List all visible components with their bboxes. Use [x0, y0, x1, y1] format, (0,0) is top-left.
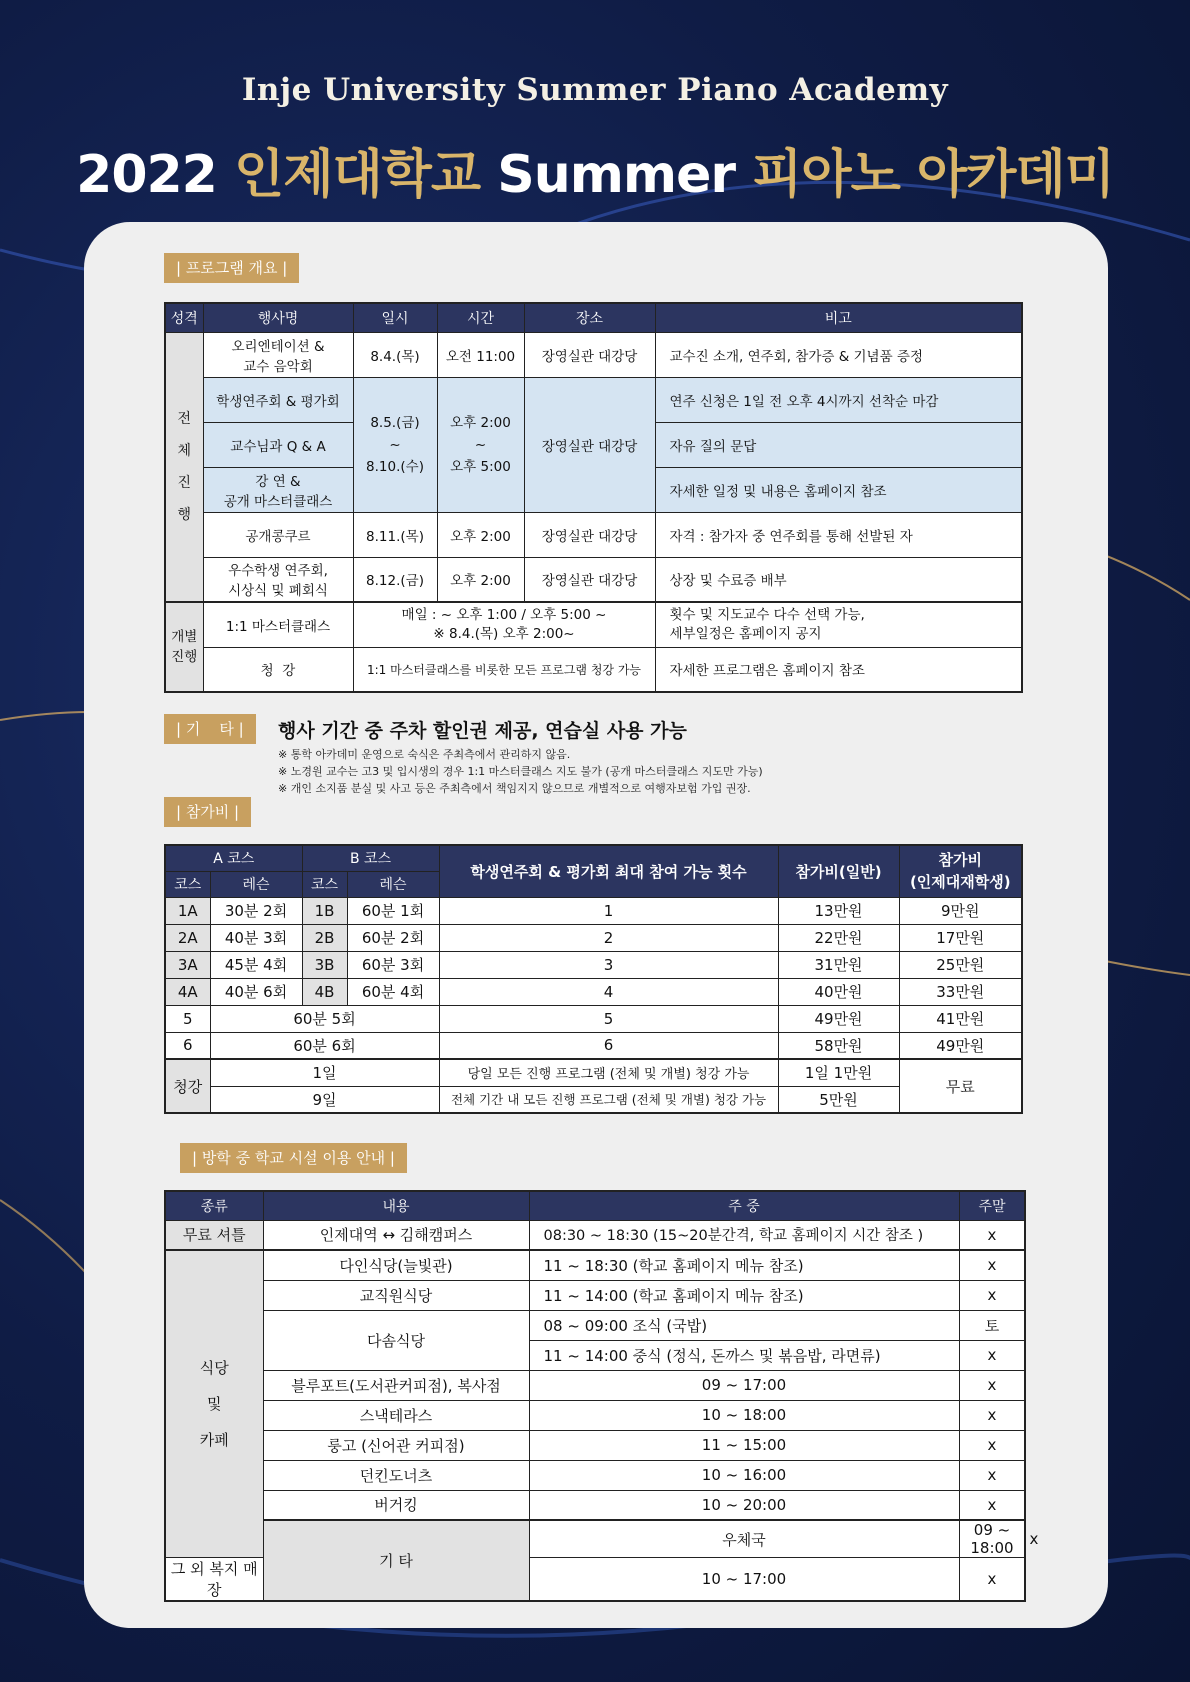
event-schedule: 매일 : ~ 오후 1:00 / 오후 5:00 ~ ※ 8.4.(목) 오후 2:00~	[353, 602, 655, 647]
audit-desc: 전체 기간 내 모든 진행 프로그램 (전체 및 개별) 청강 가능	[439, 1086, 778, 1113]
group-individual: 개별 진행	[165, 602, 203, 692]
col-header: 주 중	[529, 1191, 959, 1220]
lesson: 60분 6회	[210, 1032, 439, 1059]
facility-weekend: x	[959, 1490, 1025, 1520]
course: 5	[165, 1005, 210, 1032]
event-note: 상장 및 수료증 배부	[655, 557, 1022, 602]
col-header-general: 참가비(일반)	[778, 845, 899, 897]
facility-content: 블루포트(도서관커피점), 복사점	[263, 1370, 529, 1400]
event-note: 자격 : 참가자 중 연주회를 통해 선발된 자	[655, 512, 1022, 557]
facility-content: 던킨도너츠	[263, 1460, 529, 1490]
facility-weekend: 토	[959, 1310, 1025, 1340]
course-b: 3B	[302, 951, 347, 978]
lesson-a: 45분 4회	[210, 951, 302, 978]
event-note: 교수진 소개, 연주회, 참가증 & 기념품 증정	[655, 332, 1022, 377]
title-english: Inje University Summer Piano Academy	[241, 72, 949, 108]
section-label-etc: | 기 타 |	[164, 714, 256, 744]
fee-inje: 25만원	[899, 951, 1022, 978]
facility-content: 스낵테라스	[263, 1400, 529, 1430]
max-count: 6	[439, 1032, 778, 1059]
course: 6	[165, 1032, 210, 1059]
fee-general: 58만원	[778, 1032, 899, 1059]
col-header-max: 학생연주회 & 평가회 최대 참여 가능 횟수	[439, 845, 778, 897]
lesson: 60분 5회	[210, 1005, 439, 1032]
event-name: 오리엔테이션 & 교수 음악회	[203, 332, 353, 377]
section-label-fee: | 참가비 |	[164, 797, 251, 827]
event-time: 오후 2:00	[437, 557, 524, 602]
event-name: 공개콩쿠르	[203, 512, 353, 557]
program-table	[164, 302, 1023, 693]
audit-desc: 당일 모든 진행 프로그램 (전체 및 개별) 청강 가능	[439, 1059, 778, 1086]
fee-general: 31만원	[778, 951, 899, 978]
max-count: 5	[439, 1005, 778, 1032]
facility-weekday: 10 ~ 16:00	[529, 1460, 959, 1490]
course-a: 3A	[165, 951, 210, 978]
col-header: 레슨	[210, 871, 302, 897]
facility-weekday: 10 ~ 17:00	[529, 1558, 959, 1602]
facility-content: 교직원식당	[263, 1280, 529, 1310]
facility-content: 다솜식당	[263, 1310, 529, 1370]
facility-weekday: 09 ~ 17:00	[529, 1370, 959, 1400]
facility-content: 그 외 복지 매장	[165, 1558, 263, 1602]
course-a: 2A	[165, 924, 210, 951]
event-name: 1:1 마스터클래스	[203, 602, 353, 647]
fee-inje: 49만원	[899, 1032, 1022, 1059]
section-label-facility: | 방학 중 학교 시설 이용 안내 |	[180, 1143, 407, 1173]
fee-general: 13만원	[778, 897, 899, 924]
facility-weekend: x	[959, 1250, 1025, 1280]
facility-weekend: x	[959, 1558, 1025, 1602]
audit-day: 9일	[210, 1086, 439, 1113]
audit-day: 1일	[210, 1059, 439, 1086]
col-header: 장소	[524, 303, 655, 332]
fee-general: 40만원	[778, 978, 899, 1005]
event-time: 오전 11:00	[437, 332, 524, 377]
col-header-inje: 참가비 (인제대재학생)	[899, 845, 1022, 897]
facility-content: 우체국	[529, 1520, 959, 1558]
fee-inje: 17만원	[899, 924, 1022, 951]
col-header: 비고	[655, 303, 1022, 332]
fee-table	[164, 844, 1023, 1114]
max-count: 1	[439, 897, 778, 924]
event-name: 교수님과 Q & A	[203, 422, 353, 467]
event-date: 8.12.(금)	[353, 557, 437, 602]
facility-weekday: 10 ~ 18:00	[529, 1400, 959, 1430]
event-date: 8.5.(금) ~ 8.10.(수)	[353, 377, 437, 512]
facility-weekend: x	[959, 1400, 1025, 1430]
lesson-a: 40분 6회	[210, 978, 302, 1005]
lesson-b: 60분 4회	[347, 978, 439, 1005]
col-header-b-course: B 코스	[302, 845, 439, 871]
facility-weekday: 08:30 ~ 18:30 (15~20분간격, 학교 홈페이지 시간 참조 )	[529, 1220, 959, 1250]
col-header: 시간	[437, 303, 524, 332]
etc-note: ※ 개인 소지품 분실 및 사고 등은 주최측에서 책임지지 않으므로 개별적으로 여행자보험 가입 권장.	[278, 782, 751, 795]
lesson-b: 60분 1회	[347, 897, 439, 924]
facility-weekday: 10 ~ 20:00	[529, 1490, 959, 1520]
event-note: 자세한 일정 및 내용은 홈페이지 참조	[655, 467, 1022, 512]
facility-weekday: 11 ~ 15:00	[529, 1430, 959, 1460]
facility-weekday: 11 ~ 14:00 중식 (정식, 돈까스 및 볶음밥, 라면류)	[529, 1340, 959, 1370]
etc-note: ※ 통학 아카데미 운영으로 숙식은 주최측에서 관리하지 않음.	[278, 748, 571, 761]
event-note: 횟수 및 지도교수 다수 선택 가능, 세부일정은 홈페이지 공지	[655, 602, 1022, 647]
event-place: 장영실관 대강당	[524, 512, 655, 557]
col-header: 내용	[263, 1191, 529, 1220]
facility-type: 무료 셔틀	[165, 1220, 263, 1250]
facility-weekday: 08 ~ 09:00 조식 (국밥)	[529, 1310, 959, 1340]
col-header: 코스	[165, 871, 210, 897]
audit-inje-fee: 무료	[899, 1059, 1022, 1113]
event-name: 청 강	[203, 647, 353, 692]
col-header: 코스	[302, 871, 347, 897]
event-place: 장영실관 대강당	[524, 332, 655, 377]
course-b: 2B	[302, 924, 347, 951]
lesson-b: 60분 3회	[347, 951, 439, 978]
facility-weekday: 09 ~ 18:00	[959, 1520, 1025, 1558]
lesson-a: 40분 3회	[210, 924, 302, 951]
etc-title: 행사 기간 중 주차 할인권 제공, 연습실 사용 가능	[278, 720, 687, 742]
event-name: 학생연주회 & 평가회	[203, 377, 353, 422]
section-label-overview: | 프로그램 개요 |	[164, 253, 299, 283]
col-header: 일시	[353, 303, 437, 332]
event-schedule: 1:1 마스터클래스를 비롯한 모든 프로그램 청강 가능	[353, 647, 655, 692]
event-note: 연주 신청은 1일 전 오후 4시까지 선착순 마감	[655, 377, 1022, 422]
audit-fee: 5만원	[778, 1086, 899, 1113]
course-a: 1A	[165, 897, 210, 924]
facility-weekend: x	[959, 1340, 1025, 1370]
facility-weekend: x	[959, 1220, 1025, 1250]
event-date: 8.11.(목)	[353, 512, 437, 557]
event-name: 우수학생 연주회, 시상식 및 폐회식	[203, 557, 353, 602]
col-header: 행사명	[203, 303, 353, 332]
max-count: 4	[439, 978, 778, 1005]
col-header: 성격	[165, 303, 203, 332]
facility-weekday: 11 ~ 18:30 (학교 홈페이지 메뉴 참조)	[529, 1250, 959, 1280]
col-header: 레슨	[347, 871, 439, 897]
facility-content: 룽고 (신어관 커피점)	[263, 1430, 529, 1460]
fee-general: 49만원	[778, 1005, 899, 1032]
facility-content: 버거킹	[263, 1490, 529, 1520]
course-b: 4B	[302, 978, 347, 1005]
fee-general: 22만원	[778, 924, 899, 951]
etc-note: ※ 노경원 교수는 고3 및 입시생의 경우 1:1 마스터클래스 지도 불가 (공개 마스터클래스 지도만 가능)	[278, 765, 763, 778]
audit-fee: 1일 1만원	[778, 1059, 899, 1086]
facility-weekend: x	[959, 1460, 1025, 1490]
fee-inje: 41만원	[899, 1005, 1022, 1032]
course-a: 4A	[165, 978, 210, 1005]
col-header: 주말	[959, 1191, 1025, 1220]
audit-label: 청강	[165, 1059, 210, 1113]
lesson-a: 30분 2회	[210, 897, 302, 924]
facility-weekend: x	[959, 1280, 1025, 1310]
facility-weekend: x	[959, 1370, 1025, 1400]
facility-type-etc: 기 타	[263, 1520, 529, 1601]
facility-type-food: 식당 및 카페	[165, 1250, 263, 1558]
group-all: 전 체 진 행	[165, 332, 203, 602]
event-place: 장영실관 대강당	[524, 557, 655, 602]
col-header-a-course: A 코스	[165, 845, 302, 871]
event-place: 장영실관 대강당	[524, 377, 655, 512]
event-time: 오후 2:00 ~ 오후 5:00	[437, 377, 524, 512]
event-note: 자유 질의 문답	[655, 422, 1022, 467]
max-count: 3	[439, 951, 778, 978]
fee-inje: 9만원	[899, 897, 1022, 924]
title-korean: 2022 인제대학교 Summer 피아노 아카데미	[76, 145, 1114, 205]
facility-content: 인제대역 ↔ 김해캠퍼스	[263, 1220, 529, 1250]
fee-inje: 33만원	[899, 978, 1022, 1005]
col-header: 종류	[165, 1191, 263, 1220]
facility-weekday: 11 ~ 14:00 (학교 홈페이지 메뉴 참조)	[529, 1280, 959, 1310]
lesson-b: 60분 2회	[347, 924, 439, 951]
max-count: 2	[439, 924, 778, 951]
event-date: 8.4.(목)	[353, 332, 437, 377]
event-time: 오후 2:00	[437, 512, 524, 557]
event-note: 자세한 프로그램은 홈페이지 참조	[655, 647, 1022, 692]
facility-weekend: x	[959, 1430, 1025, 1460]
facility-content: 다인식당(늘빛관)	[263, 1250, 529, 1280]
course-b: 1B	[302, 897, 347, 924]
event-name: 강 연 & 공개 마스터클래스	[203, 467, 353, 512]
facility-table	[164, 1190, 1026, 1602]
